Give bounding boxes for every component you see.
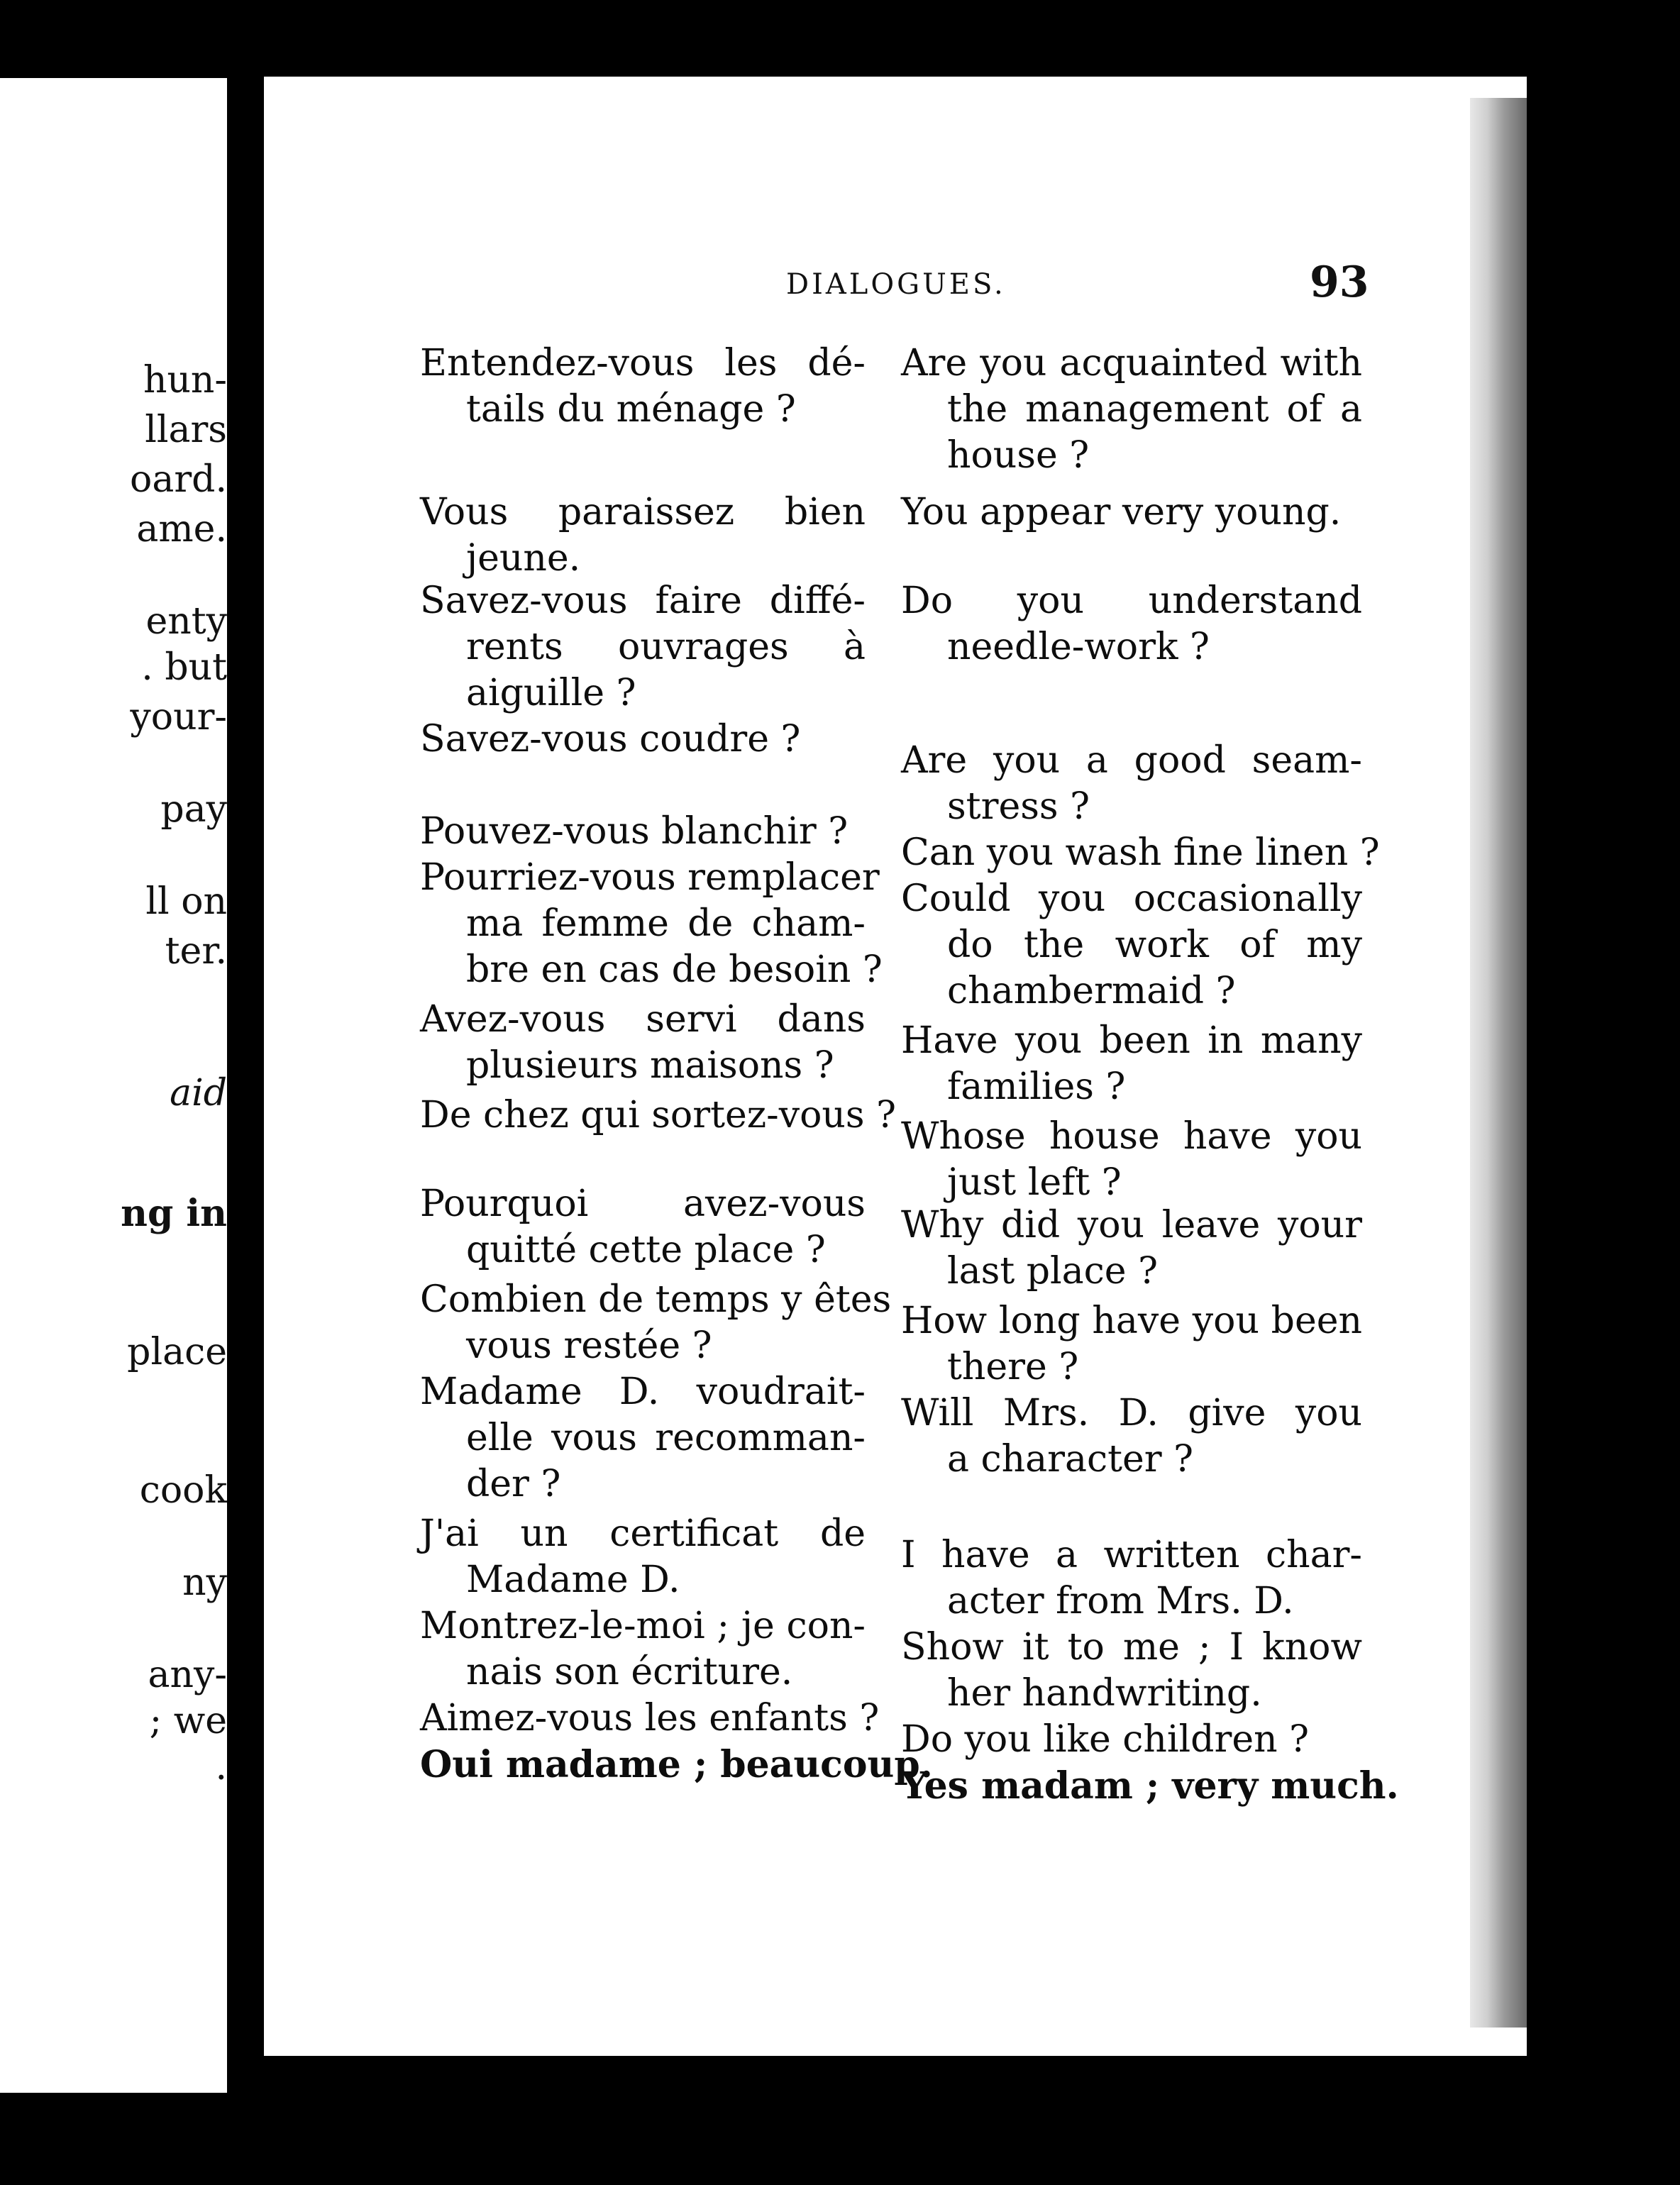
- en-dialogue-entry: [901, 1532, 1362, 1625]
- fr-dialogue-line: Pouvez-vous blanchir ?: [420, 810, 849, 853]
- fr-dialogue-line: Oui madame ; beaucoup.: [420, 1743, 933, 1786]
- en-dialogue-line: Will Mrs. D. give you: [901, 1392, 1362, 1434]
- left-fragment-line: place: [127, 1331, 227, 1373]
- left-fragment-line: ll on: [145, 880, 227, 923]
- fr-dialogue-entry: [420, 855, 883, 993]
- fr-dialogue-line: aiguille ?: [466, 672, 636, 714]
- fr-dialogue-line: Avez-vous servi dans: [420, 998, 866, 1041]
- left-fragment-line: ng in: [121, 1192, 227, 1235]
- fr-dialogue-line: quitté cette place ?: [466, 1229, 826, 1271]
- left-fragment-line: llars: [145, 409, 227, 451]
- en-dialogue-line: a character ?: [947, 1438, 1194, 1481]
- running-title: DIALOGUES.: [786, 268, 1006, 301]
- en-dialogue-line: Show it to me ; I know: [901, 1626, 1362, 1669]
- fr-dialogue-entry: [420, 489, 866, 582]
- fr-dialogue-line: rents ouvrages à: [466, 626, 866, 668]
- fr-dialogue-line: Montrez-le-moi ; je con-: [420, 1605, 866, 1647]
- fr-dialogue-line: jeune.: [466, 537, 581, 580]
- fr-dialogue-line: Combien de temps y êtes: [420, 1278, 892, 1321]
- en-dialogue-line: Could you occasionally: [901, 878, 1362, 920]
- fr-dialogue-line: Pourquoi avez-vous: [420, 1183, 866, 1225]
- en-dialogue-entry: [901, 1202, 1362, 1295]
- left-fragment-line: your-: [130, 696, 227, 739]
- page-edge-stack: [1470, 98, 1527, 2028]
- fr-dialogue-entry: [420, 1092, 896, 1139]
- fr-dialogue-line: Aimez-vous les enfants ?: [420, 1697, 880, 1739]
- fr-dialogue-line: elle vous recomman-: [466, 1417, 866, 1459]
- fr-dialogue-entry: [420, 341, 866, 433]
- fr-dialogue-line: Madame D. voudrait-: [420, 1371, 866, 1413]
- en-dialogue-line: Are you acquainted with: [901, 342, 1362, 385]
- en-dialogue-entry: [901, 341, 1362, 479]
- left-fragment-line: ; we: [149, 1700, 227, 1742]
- en-dialogue-line: How long have you been: [901, 1300, 1362, 1342]
- en-dialogue-line: stress ?: [947, 785, 1090, 828]
- fr-dialogue-line: plusieurs maisons ?: [466, 1044, 834, 1087]
- en-dialogue-line: needle-work ?: [947, 626, 1210, 668]
- left-fragment-line: oard.: [130, 458, 227, 501]
- fr-dialogue-line: Savez-vous faire diffé-: [420, 580, 866, 622]
- fr-dialogue-line: tails du ménage ?: [466, 388, 796, 431]
- en-dialogue-line: last place ?: [947, 1250, 1158, 1293]
- fr-dialogue-line: De chez qui sortez-vous ?: [420, 1094, 896, 1136]
- en-dialogue-entry: [901, 1717, 1362, 1763]
- en-dialogue-entry: [901, 830, 1380, 876]
- left-fragment-line: ame.: [136, 508, 227, 551]
- fr-dialogue-line: Vous paraissez bien: [420, 491, 866, 533]
- left-fragment-line: ter.: [165, 930, 227, 973]
- en-dialogue-line: there ?: [947, 1346, 1079, 1388]
- en-dialogue-entry: [901, 489, 1362, 536]
- en-dialogue-line: I have a written char-: [901, 1534, 1362, 1576]
- left-page-fragment: [0, 78, 227, 2093]
- fr-dialogue-entry: [420, 1603, 866, 1696]
- fr-dialogue-line: nais son écriture.: [466, 1651, 793, 1693]
- en-dialogue-line: Have you been in many: [901, 1019, 1362, 1062]
- fr-dialogue-entry: [420, 1369, 866, 1508]
- left-fragment-line: .: [215, 1746, 227, 1788]
- en-dialogue-entry: [901, 1390, 1362, 1483]
- left-fragment-line: pay: [160, 788, 227, 831]
- en-dialogue-entry: [901, 578, 1362, 670]
- fr-dialogue-line: Savez-vous coudre ?: [420, 718, 801, 760]
- left-fragment-line: aid: [170, 1072, 227, 1114]
- fr-dialogue-entry: [420, 809, 866, 855]
- fr-dialogue-entry: [420, 1742, 933, 1788]
- en-dialogue-entry: [901, 1625, 1362, 1717]
- en-dialogue-line: her handwriting.: [947, 1672, 1262, 1715]
- fr-dialogue-entry: [420, 1277, 892, 1369]
- en-dialogue-line: families ?: [947, 1066, 1126, 1108]
- en-dialogue-line: the management of a: [947, 388, 1362, 431]
- en-dialogue-line: Do you understand: [901, 580, 1362, 622]
- en-dialogue-entry: [901, 1018, 1362, 1110]
- fr-dialogue-line: der ?: [466, 1463, 561, 1505]
- en-dialogue-entry: [901, 1298, 1362, 1390]
- left-fragment-line: any-: [148, 1654, 227, 1696]
- en-dialogue-entry: [901, 738, 1362, 830]
- left-fragment-line: ny: [182, 1561, 227, 1604]
- fr-dialogue-line: bre en cas de besoin ?: [466, 948, 883, 991]
- en-dialogue-line: Are you a good seam-: [901, 739, 1362, 782]
- en-dialogue-entry: [901, 1114, 1362, 1206]
- fr-dialogue-entry: [420, 1696, 880, 1742]
- fr-dialogue-line: Entendez-vous les dé-: [420, 342, 866, 385]
- en-dialogue-entry: [901, 1763, 1399, 1809]
- en-dialogue-line: Whose house have you: [901, 1115, 1362, 1158]
- en-dialogue-line: Can you wash fine linen ?: [901, 831, 1380, 874]
- fr-dialogue-entry: [420, 1181, 866, 1273]
- fr-dialogue-entry: [420, 1511, 866, 1603]
- en-dialogue-line: house ?: [947, 434, 1090, 477]
- fr-dialogue-line: J'ai un certificat de: [420, 1512, 866, 1555]
- en-dialogue-line: Yes madam ; very much.: [901, 1764, 1399, 1808]
- left-fragment-line: . but: [141, 646, 227, 689]
- fr-dialogue-line: vous restée ?: [466, 1324, 712, 1367]
- page-number: 93: [1310, 258, 1369, 307]
- left-fragment-line: enty: [145, 600, 227, 643]
- en-dialogue-line: chambermaid ?: [947, 970, 1236, 1012]
- en-dialogue-line: do the work of my: [947, 924, 1362, 966]
- en-dialogue-line: acter from Mrs. D.: [947, 1580, 1294, 1622]
- fr-dialogue-line: Pourriez-vous remplacer: [420, 856, 880, 899]
- en-dialogue-line: Do you like children ?: [901, 1718, 1309, 1761]
- fr-dialogue-entry: [420, 997, 866, 1089]
- en-dialogue-line: You appear very young.: [901, 491, 1342, 533]
- fr-dialogue-entry: [420, 578, 866, 717]
- fr-dialogue-line: Madame D.: [466, 1559, 680, 1601]
- left-fragment-line: hun-: [143, 359, 227, 402]
- en-dialogue-entry: [901, 876, 1362, 1014]
- en-dialogue-line: Why did you leave your: [901, 1204, 1362, 1246]
- fr-dialogue-entry: [420, 717, 866, 763]
- left-fragment-line: cook: [139, 1469, 227, 1512]
- fr-dialogue-line: ma femme de cham-: [466, 902, 866, 945]
- en-dialogue-line: just left ?: [947, 1161, 1122, 1204]
